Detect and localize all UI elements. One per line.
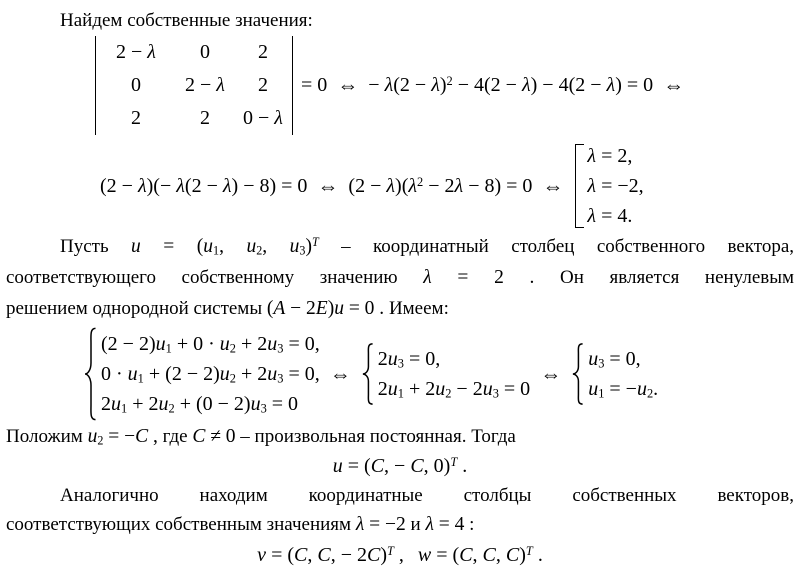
system-equation: $2u_3 = 0$, bbox=[377, 348, 441, 371]
equals-zero: = 0 bbox=[301, 74, 328, 96]
system-equation: $(2 - 2)u_1 + 0 \cdot u_2 + 2u_3 = 0$, bbox=[101, 333, 320, 356]
factored-equation: (2 − λ)(− λ(2 − λ) − 8) = 0 bbox=[100, 174, 308, 197]
paragraph-constant bbox=[6, 423, 794, 450]
system-equation: $0 \cdot u_1 + (2 - 2)u_2 + 2u_3 = 0$, bbox=[101, 363, 320, 386]
matrix-cell: 2 − λ bbox=[116, 41, 156, 63]
matrix-cell: 0 − λ bbox=[243, 107, 283, 129]
inline-math-lambda-4: λ = 4 bbox=[425, 514, 465, 535]
iff-arrow-icon: ⇔ bbox=[542, 173, 564, 198]
case-item: λ = 2, bbox=[587, 145, 633, 167]
text-run: Аналогично находим координатные столбцы собственных векторов, bbox=[60, 485, 794, 506]
vector-v-value: v = (C, C, − 2C)$^T$ , bbox=[257, 543, 404, 566]
systems-row bbox=[83, 327, 794, 421]
paragraph-analogous-line1 bbox=[6, 481, 794, 510]
system-equation: $2u_1 + 2u_2 + (0 - 2)u_3 = 0$ bbox=[101, 393, 299, 416]
system-equations bbox=[588, 344, 658, 404]
cases-bracket-icon bbox=[575, 141, 643, 231]
inline-math-lambda-neg2: λ = −2 bbox=[355, 514, 406, 535]
eigenvector-u-equation bbox=[6, 452, 794, 481]
system-group bbox=[361, 343, 530, 405]
iff-arrow-icon: ⇔ bbox=[317, 173, 339, 198]
inline-math-lambda-2: λ = 2 . bbox=[423, 267, 535, 288]
curly-brace-icon bbox=[571, 343, 584, 405]
text-run: – координатный столбец собственного вектора, bbox=[341, 236, 794, 257]
paragraph-eigenvector-line2 bbox=[6, 262, 794, 293]
system-equations bbox=[378, 344, 530, 404]
matrix-cell: 2 bbox=[131, 107, 141, 129]
paragraph-eigenvector-line1 bbox=[6, 231, 794, 262]
eigenvector-vw-equation bbox=[6, 541, 794, 567]
system-equation: $u_3 = 0$, bbox=[588, 348, 641, 371]
matrix-cell: 0 bbox=[200, 41, 210, 63]
case-item: λ = 4. bbox=[587, 205, 633, 227]
matrix-cell: 2 bbox=[200, 107, 210, 129]
curly-brace-icon bbox=[361, 343, 374, 405]
system-equation: $2u_1 + 2u_2 - 2u_3 = 0$ bbox=[377, 378, 531, 401]
text-run: : bbox=[469, 514, 475, 535]
text-run: соответствующего собственному значению bbox=[6, 267, 398, 288]
inline-math-homogeneous-system: (A − 2E)u = 0 . bbox=[266, 298, 385, 319]
text-run: где bbox=[162, 426, 188, 447]
paragraph-analogous-line2 bbox=[6, 510, 794, 539]
matrix-cell: 2 bbox=[258, 41, 268, 63]
iff-arrow-icon: ⇔ bbox=[663, 73, 685, 97]
text-run: Он является ненулевым bbox=[560, 267, 795, 288]
text-run: Имеем: bbox=[388, 298, 449, 319]
matrix-cell: 2 bbox=[258, 74, 268, 96]
system-group bbox=[83, 327, 320, 421]
text-run: и bbox=[410, 514, 421, 535]
matrix-cell: 0 bbox=[131, 74, 141, 96]
text-run: Положим bbox=[6, 426, 83, 447]
inline-math-u-vector: $u = (u_1$, $u_2$, $u_3)^T$ bbox=[131, 234, 319, 258]
curly-brace-icon bbox=[83, 327, 97, 421]
system-equation: $u_1 = -u_2$. bbox=[588, 378, 659, 401]
intro-text: Найдем собственные значения: bbox=[60, 10, 313, 31]
text-run: решением однородной системы bbox=[6, 298, 263, 319]
vector-u-value: u = (C, − C, 0)$^T$ . bbox=[332, 454, 468, 477]
determinant-equation-row bbox=[95, 36, 794, 135]
characteristic-polynomial: − $\lambda(2 - \lambda)^2 - 4(2 - \lambda) - 4(2 - \lambda) = 0$ bbox=[368, 73, 654, 96]
iff-arrow-icon: ⇔ bbox=[329, 361, 351, 386]
iff-arrow-icon: ⇔ bbox=[540, 361, 562, 386]
paragraph-eigenvector-line3 bbox=[6, 293, 794, 324]
vector-w-value: w = (C, C, C)$^T$ . bbox=[417, 543, 543, 566]
determinant-matrix bbox=[95, 36, 293, 135]
system-group bbox=[571, 343, 658, 405]
inline-math-c-nonzero: C ≠ 0 bbox=[192, 426, 236, 447]
inline-math-u2: $u_2 = -C$ , bbox=[87, 426, 158, 448]
case-item: λ = −2, bbox=[587, 175, 644, 197]
matrix-cell: 2 − λ bbox=[185, 74, 225, 96]
iff-arrow-icon: ⇔ bbox=[337, 73, 359, 97]
quadratic-equation: $(2 - \lambda)(\lambda^2 - 2\lambda - 8) = 0$ bbox=[348, 174, 533, 197]
system-equations bbox=[101, 329, 320, 419]
factor-equation-row bbox=[100, 141, 794, 231]
text-run: Пусть bbox=[60, 236, 109, 257]
text-run: соответствующих собственным значениям bbox=[6, 514, 352, 535]
text-run: – произвольная постоянная. Тогда bbox=[240, 426, 516, 447]
